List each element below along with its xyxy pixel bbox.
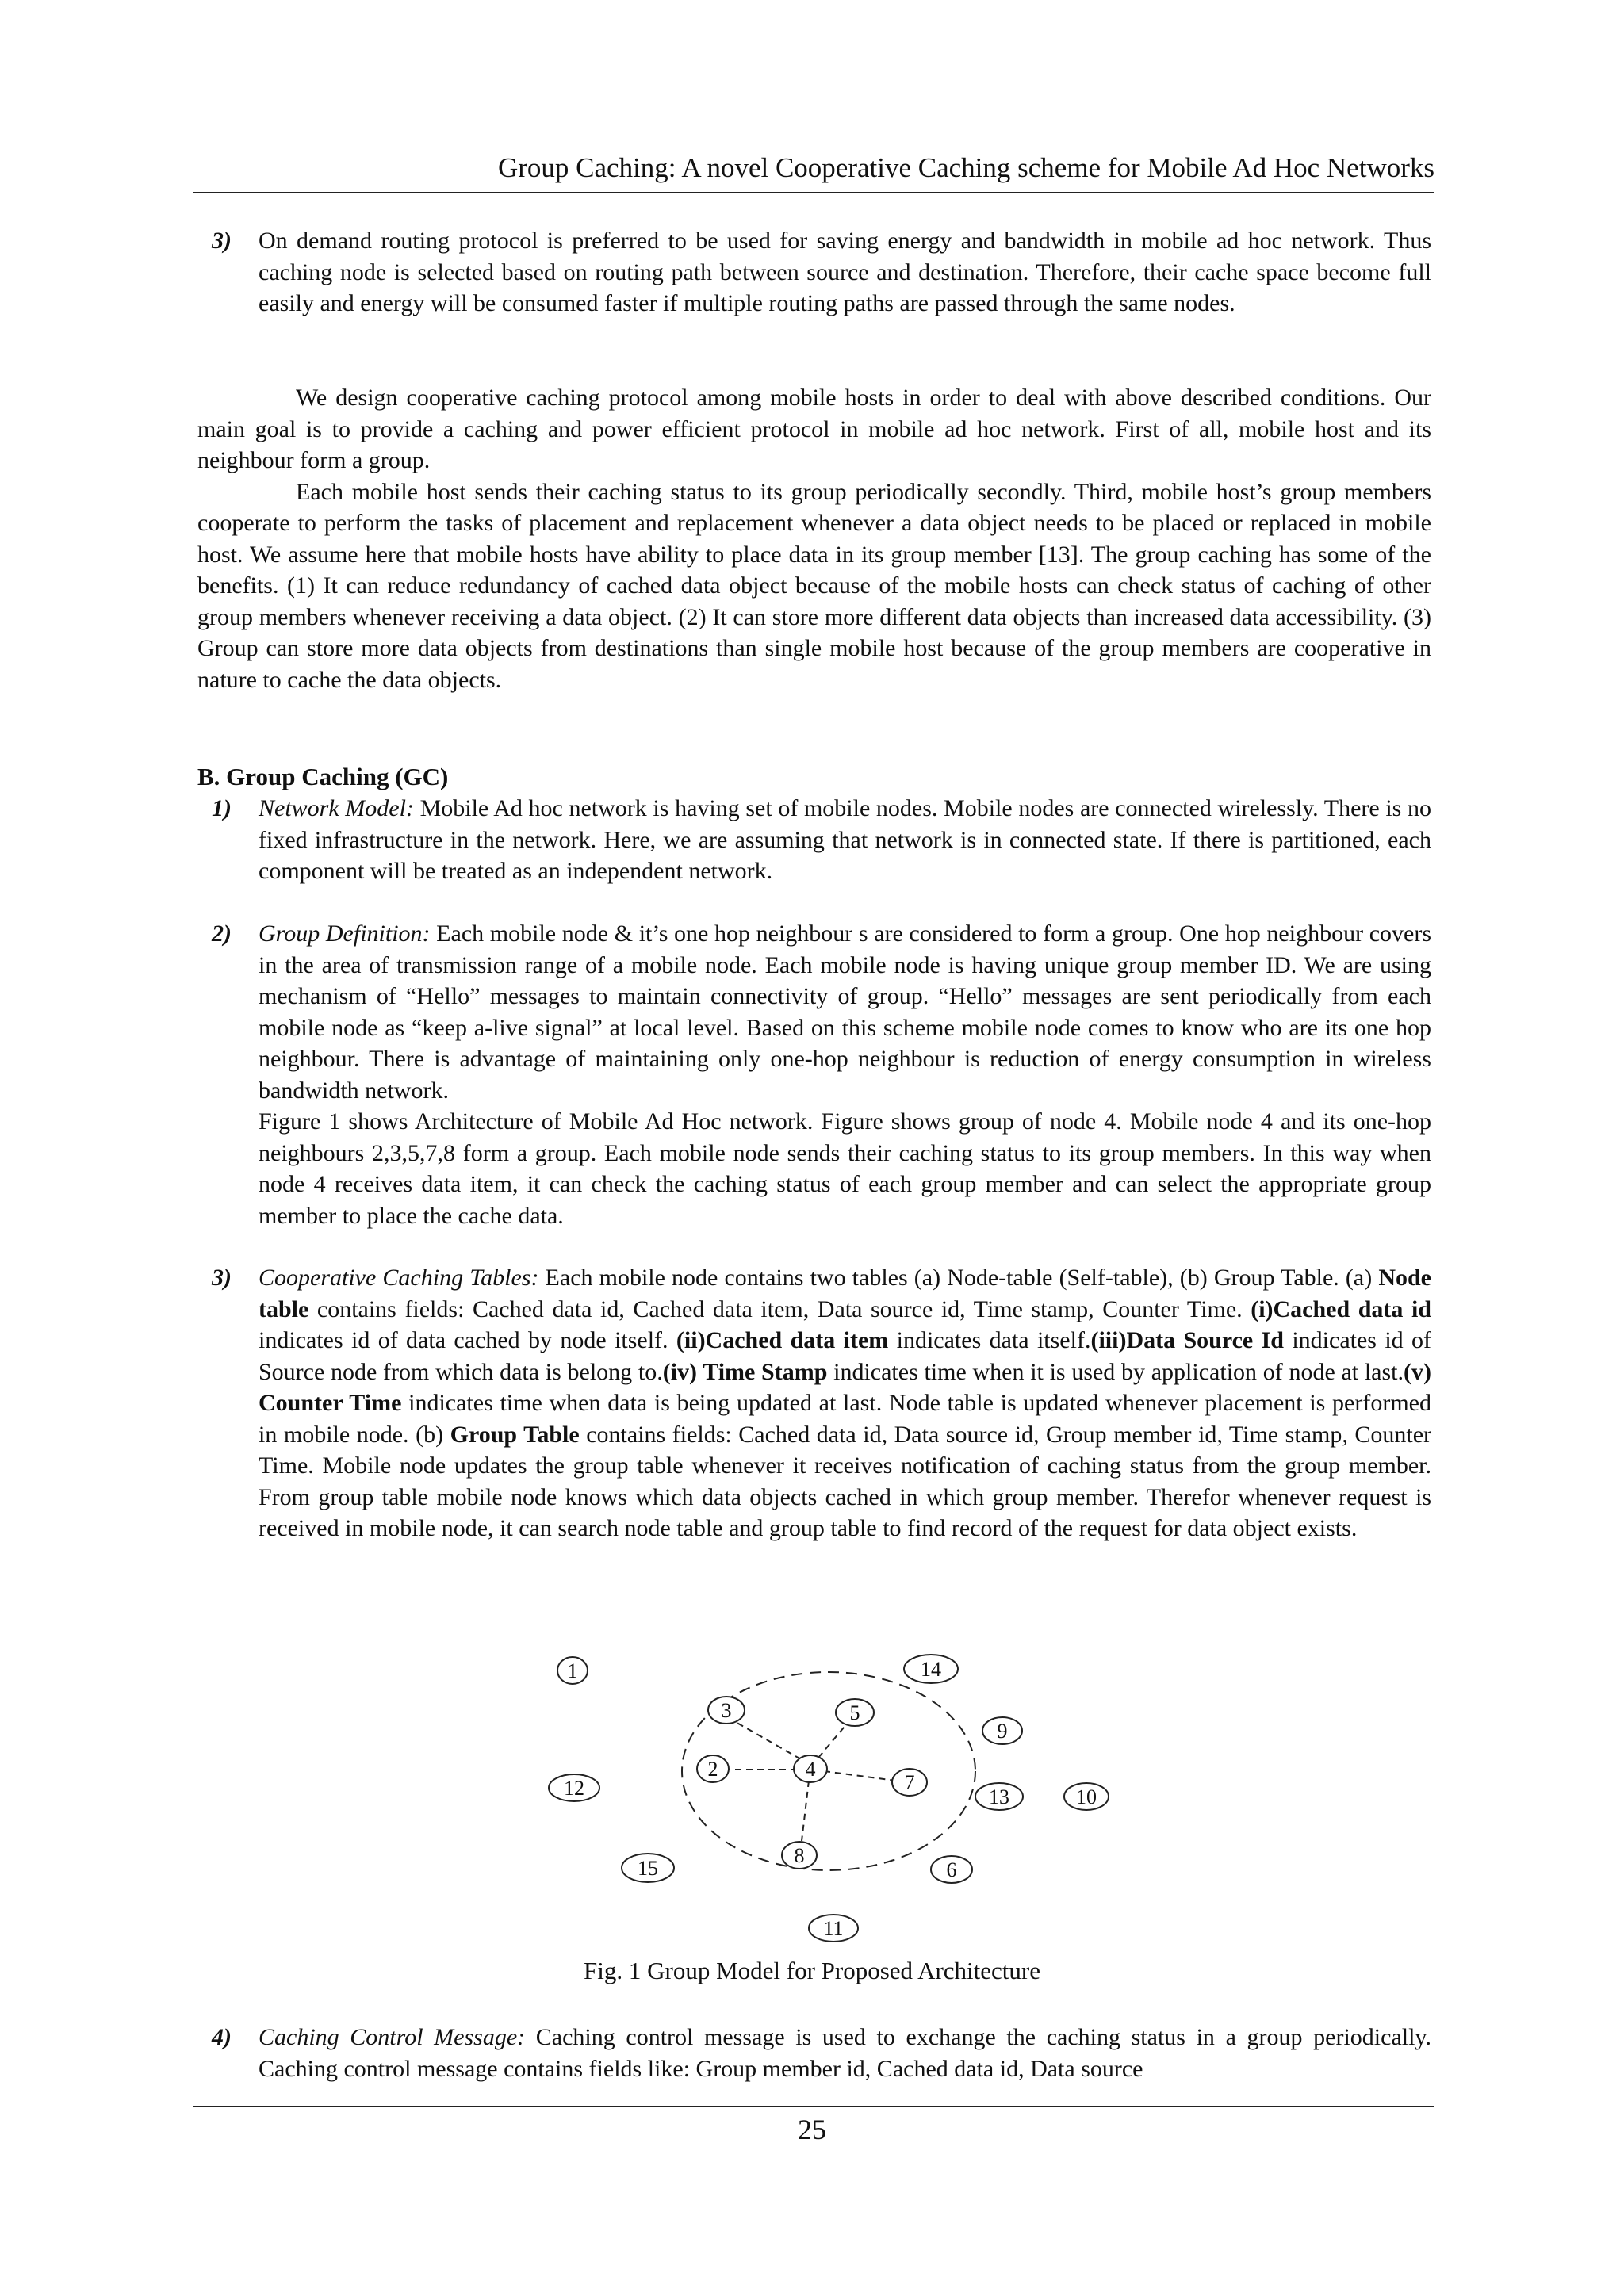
node-label: 11 [823, 1917, 844, 1940]
node-label: 15 [638, 1857, 658, 1880]
list-item-caching-tables [197, 1262, 1431, 1544]
term-data-source-id: (iii)Data Source Id [1090, 1327, 1284, 1353]
list-item-caching-control-message [197, 2022, 1431, 2084]
paragraph-2: Each mobile host sends their caching status to its group periodically secondly. Third, mobile host’s group members cooperate to perform the tasks of placement and replacement whenever a data object needs to be placed or replaced in mobile host. We assume here that mobile hosts have ability to place data in its group member [13]. The group caching has some of the benefits. (1) It can reduce redundancy of cached data object because of the mobile hosts can check status of caching of other group members whenever receiving a data object. (2) It can store more different data objects than increased data accessibility. (3) Group can store more data objects from destinations than single mobile host because of the group members are cooperative in nature to cache the data objects. [197, 478, 1431, 693]
running-header: Group Caching: A novel Cooperative Caching scheme for Mobile Ad Hoc Networks [497, 152, 1434, 183]
item-text: Each mobile node contains two tables (a) Node-table (Self-table), (b) Group Table. (a) [538, 1265, 1379, 1291]
list-number: 4) [212, 2024, 232, 2050]
item-title: Cooperative Caching Tables: [259, 1265, 539, 1291]
item-text: Mobile Ad hoc network is having set of mobile nodes. Mobile nodes are connected wirelessly. There is no fixed infrastructure in the network. Here, we are assuming that network is in connected state. If there is partitioned, each component will be treated as an independent network. [259, 795, 1431, 884]
item-text: Each mobile node & it’s one hop neighbour s are considered to form a group. One hop neighbour covers in the area of transmission range of a mobile node. Each mobile node is having unique group member ID. We are using mechanism of “Hello” messages to maintain connectivity of group. “Hello” messages are sent periodically from each mobile node as “keep a-live signal” at local level. Based on this scheme mobile node comes to know who are its one hop neighbour. There is advantage of maintaining only one-hop neighbour is reduction of energy consumption in wireless bandwidth network. [259, 920, 1431, 1104]
list-number: 2) [212, 920, 232, 947]
footer-rule [193, 2106, 1434, 2107]
page-number: 25 [798, 2114, 826, 2145]
item-title: Group Definition: [259, 920, 431, 947]
term-counter-time: (v) Counter Time [259, 1358, 1431, 1416]
item-title: Caching Control Message: [259, 2024, 526, 2050]
link-4-8 [802, 1781, 809, 1841]
link-4-5 [818, 1723, 848, 1758]
node-label: 7 [904, 1771, 915, 1794]
node-label: 8 [794, 1844, 805, 1867]
item-text: contains fields: Cached data id, Cached data item, Data source id, Time stamp, Counter Time. [308, 1295, 1251, 1322]
node-label: 3 [721, 1699, 732, 1722]
item-text: indicates time when data is being updated at last. Node table is updated whenever placement is performed in mobile node. (b) [259, 1390, 1431, 1448]
node-label: 5 [849, 1701, 860, 1724]
list-number: 3) [212, 1265, 232, 1291]
node-label: 1 [567, 1659, 578, 1682]
paragraph-1: We design cooperative caching protocol among mobile hosts in order to deal with above described conditions. Our main goal is to provide a caching and power efficient protocol in mobile ad hoc network. First of all, mobile host and its neighbour form a group. [197, 385, 1431, 473]
list-item-group-definition [197, 918, 1431, 1231]
term-cached-data-item: (ii)Cached data item [676, 1327, 889, 1353]
node-circles [549, 1655, 1109, 1942]
node-label: 6 [946, 1858, 957, 1881]
list-number: 1) [212, 795, 232, 821]
node-label: 14 [921, 1658, 941, 1681]
header-rule [193, 192, 1434, 193]
node-label: 13 [989, 1785, 1009, 1808]
item-text: indicates data itself. [888, 1327, 1091, 1353]
item-text: indicates id of data cached by node itself. [259, 1327, 676, 1353]
section-heading: B. Group Caching (GC) [197, 763, 449, 790]
group-model-diagram [539, 1644, 1126, 1961]
term-cached-data-id: (i)Cached data id [1251, 1295, 1431, 1322]
term-node-table: Node table [259, 1265, 1431, 1322]
node-label: 10 [1076, 1785, 1097, 1808]
node-label: 4 [805, 1758, 816, 1781]
node-label: 9 [997, 1720, 1008, 1743]
list-text: On demand routing protocol is preferred to be used for saving energy and bandwidth in mobile ad hoc network. Thus caching node is selected based on routing path between source and destination. Therefore, their cache space become full easily and energy will be consumed faster if multiple routing paths are passed through the same nodes. [259, 228, 1431, 316]
list-number: 3) [212, 228, 232, 254]
list-item-network-model [197, 793, 1431, 887]
node-label: 12 [564, 1777, 584, 1800]
item-text: indicates time when it is used by application of node at last. [827, 1358, 1404, 1385]
figure-caption: Fig. 1 Group Model for Proposed Architecture [584, 1957, 1040, 1984]
term-time-stamp: (iv) Time Stamp [662, 1358, 828, 1385]
item-text: Caching control message is used to exchange the caching status in a group periodically. Caching control message contains fields like: Group member id, Cached data id, Data source [259, 2024, 1431, 2082]
item-text-figure-ref: Figure 1 shows Architecture of Mobile Ad Hoc network. Figure shows group of node 4. Mobile node 4 and its one-hop neighbours 2,3,5,7,8 form a group. Each mobile node sends their caching status to its group members. In this way when node 4 receives data item, it can check the caching status of each group member and can select the appropriate group member to place the cache data. [259, 1108, 1431, 1229]
body-paragraphs [197, 382, 1431, 695]
node-label: 2 [707, 1758, 718, 1781]
list-item-prev-3 [197, 225, 1431, 320]
item-text: indicates id of Source node from which data is belong to. [259, 1327, 1432, 1385]
item-title: Network Model: [259, 795, 414, 821]
figure-group-model [539, 1644, 1126, 1961]
term-group-table: Group Table [450, 1421, 580, 1448]
link-4-3 [734, 1721, 801, 1759]
item-text: contains fields: Cached data id, Data source id, Group member id, Time stamp, Counter Time. Mobile node updates the group table whenever it receives notification of caching status from the group member. From group table mobile node knows which data objects cached in which group member. Therefor whenever request is received in mobile node, it can search node table and group table to find record of the request for data object exists. [259, 1421, 1432, 1541]
link-4-7 [824, 1771, 896, 1781]
